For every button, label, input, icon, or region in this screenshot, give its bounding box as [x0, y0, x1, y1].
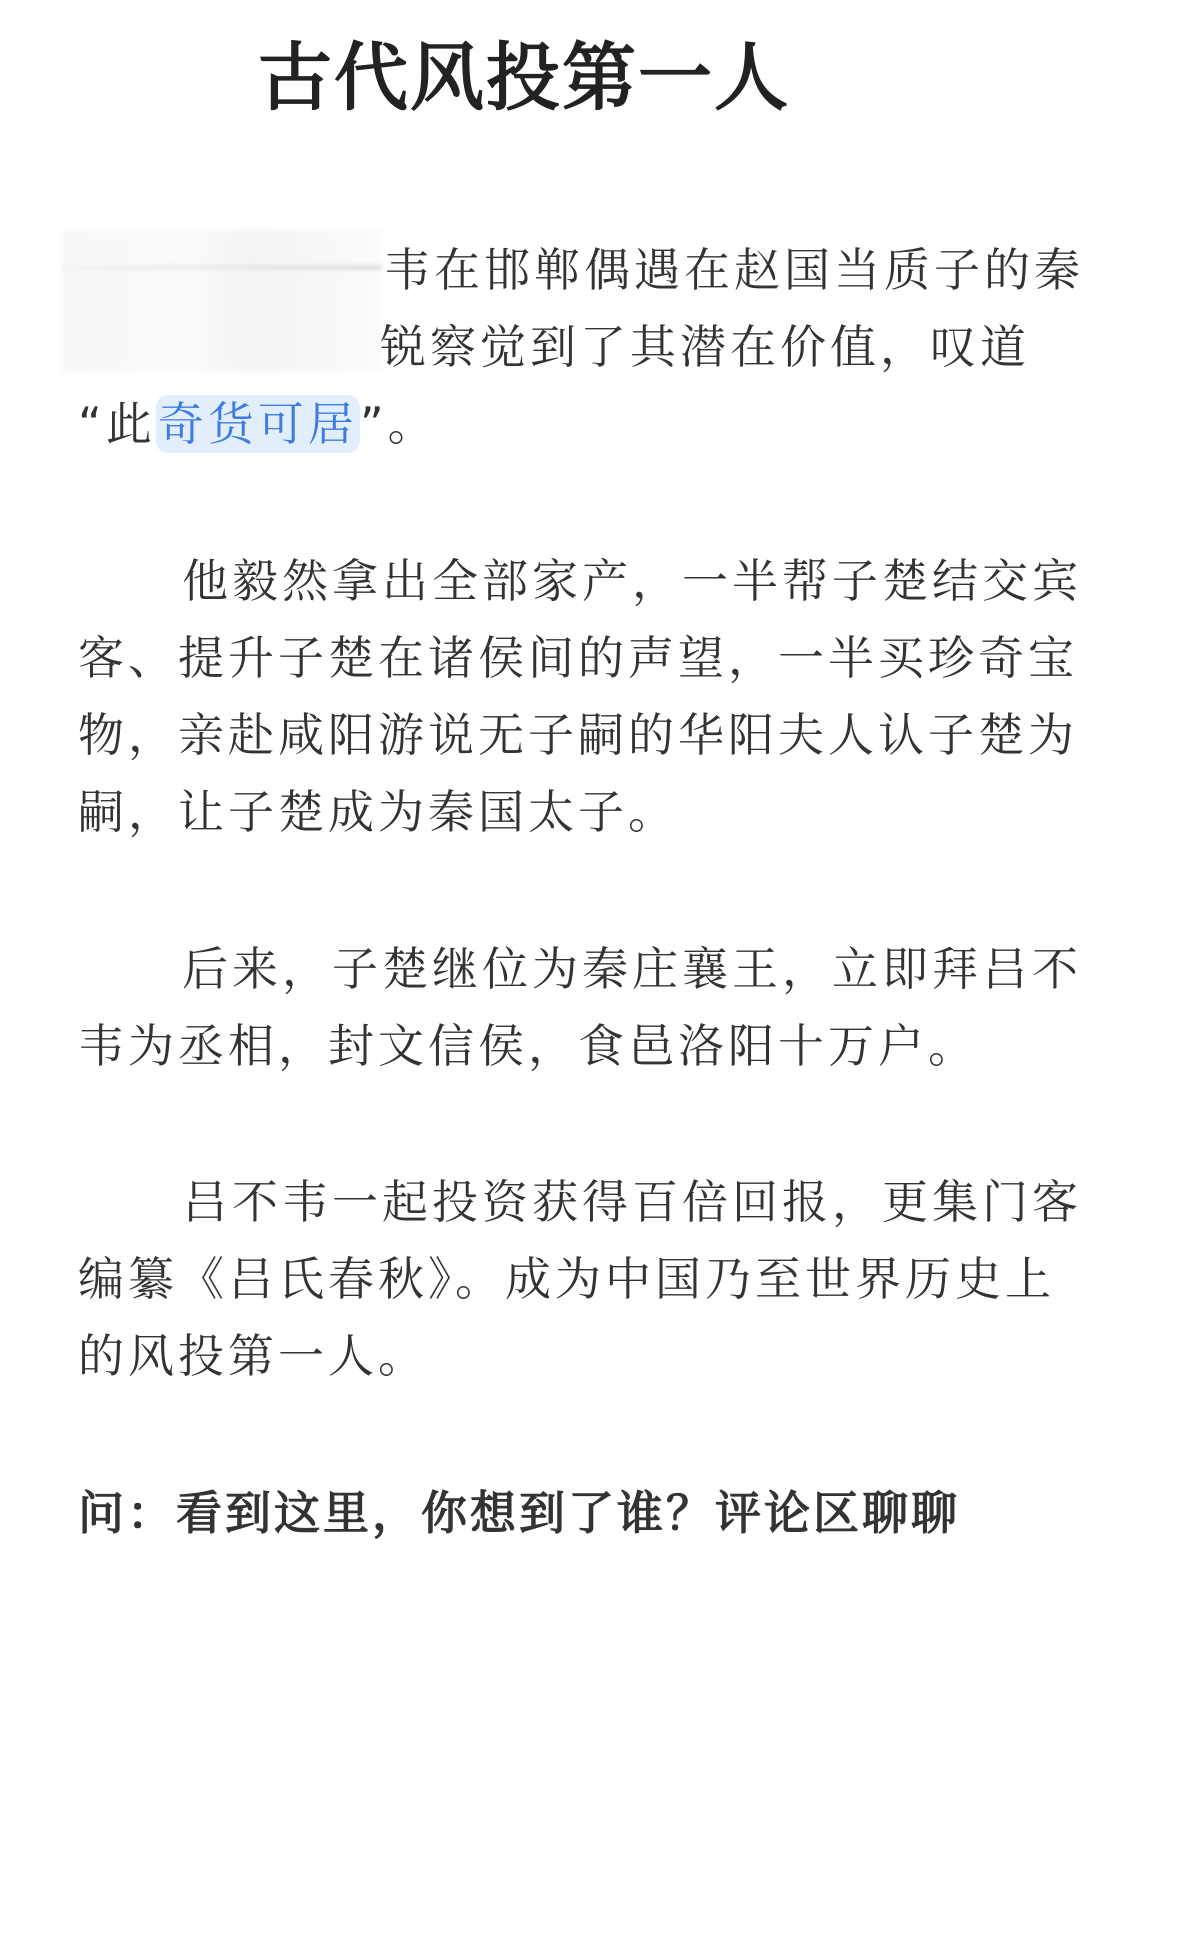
closing-question: 问：看到这里，你想到了谁？评论区聊聊	[78, 1486, 960, 1540]
paragraph-1-line-2: 锐察觉到了其潜在价值，叹道	[380, 320, 1030, 374]
quote-prefix: “此	[78, 397, 156, 451]
paragraph-1	[78, 232, 1088, 463]
article-title: 古代风投第一人	[258, 35, 790, 121]
highlighted-phrase[interactable]: 奇货可居	[157, 397, 358, 451]
paragraph-2: 他毅然拿出全部家产，一半帮子楚结交宾客、提升子楚在诸侯间的声望，一半买珍奇宝物，亲赴咸阳游说无子嗣的华阳夫人认子楚为嗣，让子楚成为秦国太子。	[78, 554, 1082, 839]
paragraph-4: 吕不韦一起投资获得百倍回报，更集门客编纂《吕氏春秋》。成为中国乃至世界历史上的风投第一人。	[78, 1175, 1082, 1383]
quote-suffix: ”。	[359, 397, 438, 451]
paragraph-1-line-3	[78, 386, 1088, 463]
paragraph-3: 后来，子楚继位为秦庄襄王，立即拜吕不韦为丞相，封文信侯，食邑洛阳十万户。	[78, 942, 1082, 1073]
paragraph-1-line-1: 韦在邯郸偶遇在赵国当质子的秦	[384, 243, 1084, 297]
